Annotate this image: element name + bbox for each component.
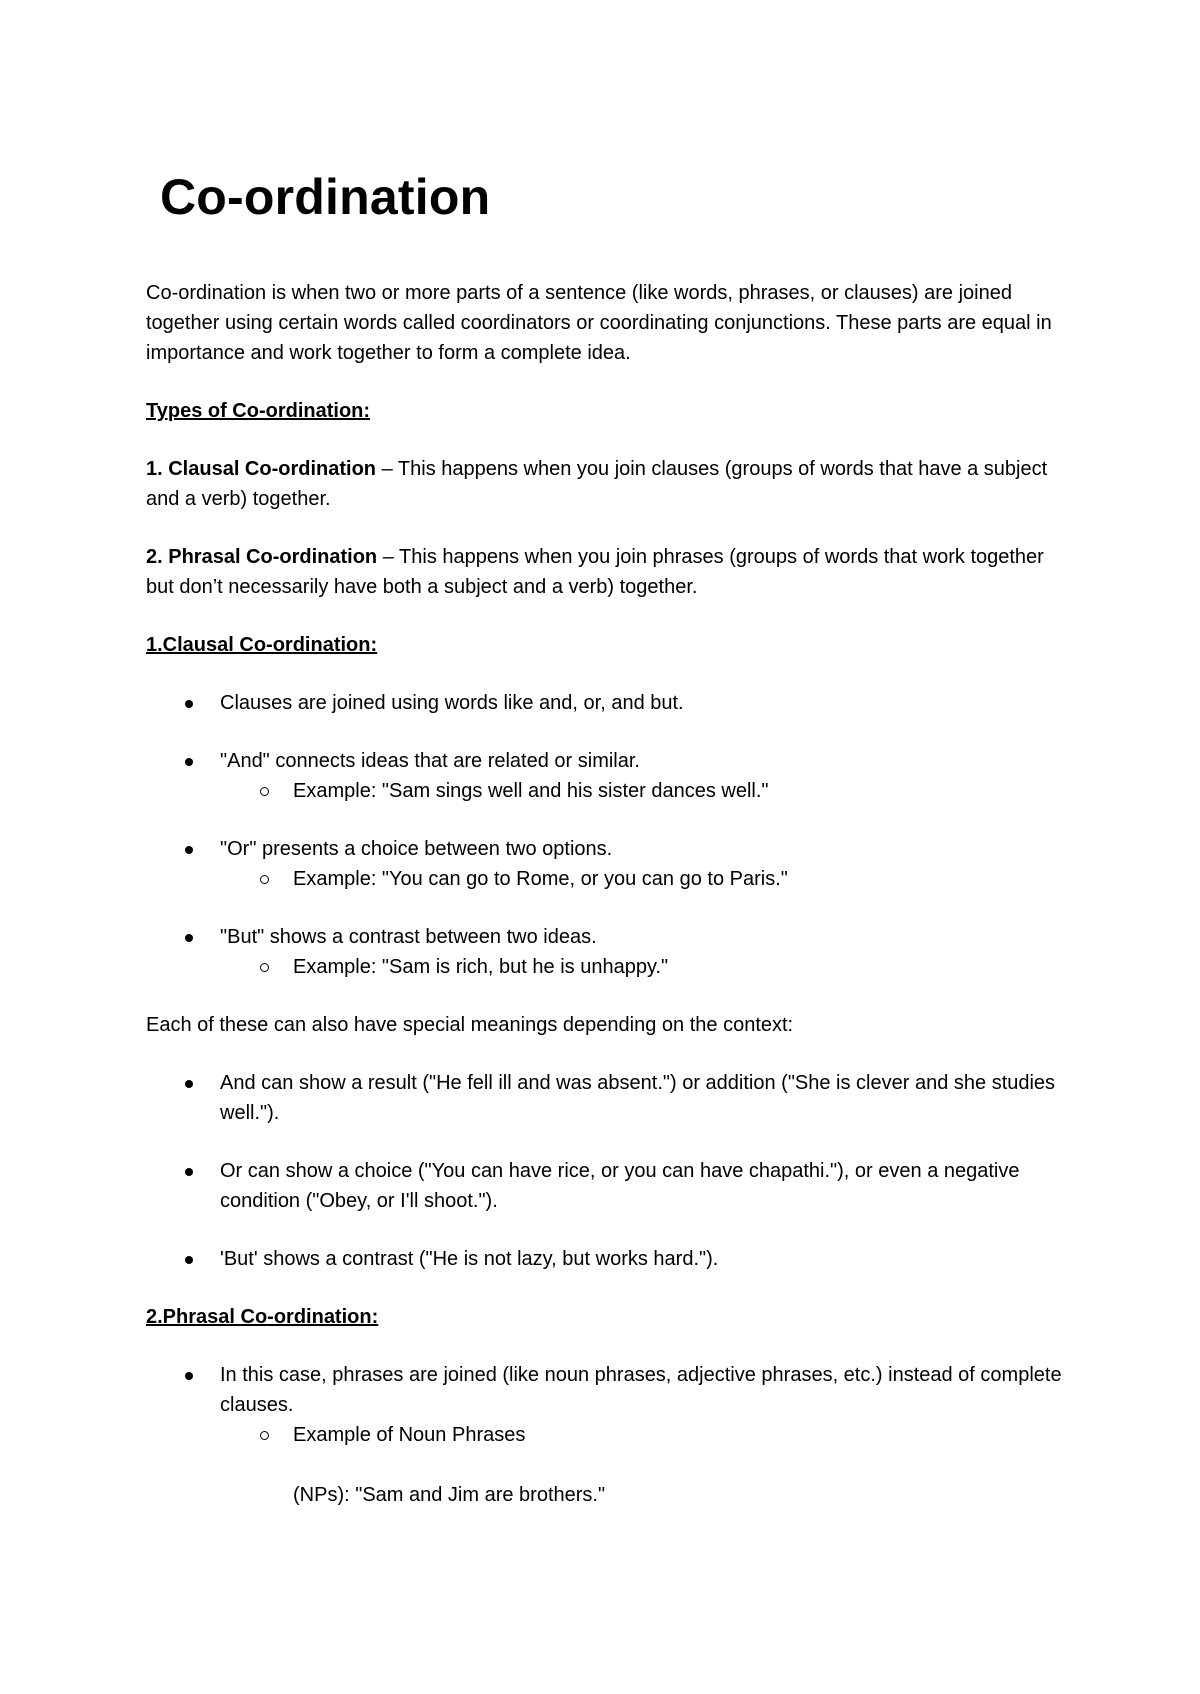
sub-list-item: Example: "You can go to Rome, or you can go to Paris.": [220, 864, 1076, 894]
type-clausal-label: 1. Clausal Co-ordination: [146, 458, 377, 480]
document-title: Co-ordination: [160, 169, 491, 225]
phrasal-list: [146, 1360, 1076, 1510]
list-item: Or can show a choice ("You can have rice, or you can have chapathi."), or even a negative condition ("Obey, or I'll shoot.").: [146, 1156, 1076, 1216]
list-item: [146, 1360, 1076, 1510]
type-phrasal-label: 2. Phrasal Co-ordination: [146, 546, 378, 568]
type-phrasal: [146, 542, 1076, 602]
list-item-text: Clauses are joined using words like and, or, and but.: [220, 692, 684, 714]
list-item-text: "Or" presents a choice between two options.: [220, 838, 613, 860]
sub-list-item: [220, 1420, 1076, 1450]
sub-list: [220, 1420, 1076, 1450]
list-item: [146, 922, 1076, 982]
list-item: [146, 746, 1076, 806]
list-item-text: In this case, phrases are joined (like noun phrases, adjective phrases, etc.) instead of complete clauses.: [220, 1364, 1062, 1416]
list-item: [146, 834, 1076, 894]
sub-list-item-text: Example of Noun Phrases: [293, 1424, 526, 1446]
sub-list: [220, 776, 1076, 806]
intro-paragraph: Co-ordination is when two or more parts of a sentence (like words, phrases, or clauses) are joined together using certain words called coordinators or coordinating conjunctions. These parts are equal in importance and work together to form a complete idea.: [146, 282, 1052, 364]
document-body: [146, 278, 1076, 1538]
list-item: And can show a result ("He fell ill and was absent.") or addition ("She is clever and she studies well.").: [146, 1068, 1076, 1128]
meanings-list: [146, 1068, 1076, 1274]
list-item-text: "But" shows a contrast between two ideas.: [220, 926, 597, 948]
list-item: [146, 688, 1076, 718]
meanings-intro: Each of these can also have special meanings depending on the context:: [146, 1014, 794, 1036]
type-clausal-text: – This happens when you join clauses (groups of words that have a subject and a verb) together.: [146, 458, 1048, 510]
sub-list: [220, 952, 1076, 982]
sub-list-item: Example: "Sam is rich, but he is unhappy.": [220, 952, 1076, 982]
clausal-list: [146, 688, 1076, 982]
sub-list-item: Example: "Sam sings well and his sister dances well.": [220, 776, 1076, 806]
sub-list: [220, 864, 1076, 894]
types-heading: Types of Co-ordination:: [146, 400, 371, 422]
phrasal-heading: 2.Phrasal Co-ordination:: [146, 1306, 379, 1328]
type-phrasal-text: – This happens when you join phrases (groups of words that work together but don’t necessarily have both a subject and a verb) together.: [146, 546, 1044, 598]
list-item: 'But' shows a contrast ("He is not lazy, but works hard.").: [146, 1244, 1076, 1274]
list-item-text: "And" connects ideas that are related or similar.: [220, 750, 640, 772]
clausal-heading: 1.Clausal Co-ordination:: [146, 634, 378, 656]
type-clausal: [146, 454, 1076, 514]
np-example: (NPs): "Sam and Jim are brothers.": [293, 1484, 606, 1506]
